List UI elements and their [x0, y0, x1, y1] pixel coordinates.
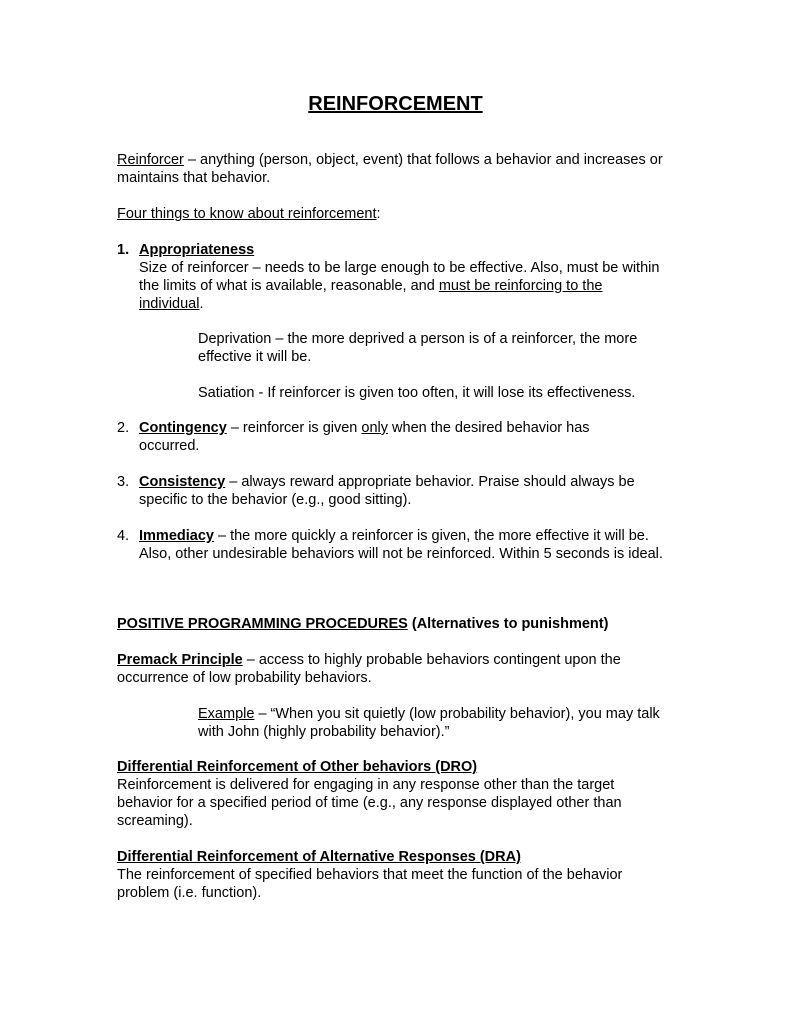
page-title-text: REINFORCEMENT	[308, 93, 483, 115]
deprivation-text: Deprivation – the more deprived a person is of a reinforcer, the more effective it will be.	[198, 331, 638, 365]
four-things-label	[117, 205, 677, 223]
item-2-pre: – reinforcer is given	[226, 420, 362, 436]
positive-heading-text: POSITIVE PROGRAMMING PROCEDURES	[117, 616, 408, 632]
positive-heading-paren: (Alternatives to punishment)	[407, 616, 609, 632]
premack-text: – access to highly probable behaviors contingent upon the occurrence of low probability behaviors.	[117, 652, 621, 686]
item-1-heading	[139, 241, 679, 259]
item-1-number: 1.	[117, 242, 130, 258]
dro-text: Reinforcement is delivered for engaging in any response other than the target behavior for a specified period of time (e.g., any response displayed other than screaming).	[117, 777, 622, 829]
item-2-post: when the desired behavior has occurred.	[139, 420, 590, 454]
example-label: Example	[198, 706, 255, 722]
premack-principle	[117, 651, 672, 687]
four-things-colon: :	[376, 206, 381, 222]
premack-term: Premack Principle	[117, 652, 243, 668]
dra-heading	[117, 848, 677, 866]
premack-example	[198, 705, 676, 741]
item-2-body	[139, 419, 639, 455]
dro-heading	[117, 758, 677, 776]
reinforcer-term: Reinforcer	[117, 152, 184, 168]
item-1-end: .	[199, 296, 204, 312]
item-1-body	[139, 259, 664, 313]
item-1-text: Size of reinforcer – needs to be large enough to be effective. Also, must be within the limits of what is available, reasonable, and	[139, 260, 660, 294]
item-2-only: only	[361, 420, 389, 436]
dro-heading-text: Differential Reinforcement of Other behaviors (DRO)	[117, 759, 478, 775]
item-3-text: – always reward appropriate behavior. Praise should always be specific to the behavior (e.g., good sitting).	[139, 474, 635, 508]
item-3-body	[139, 473, 664, 509]
example-text: – “When you sit quietly (low probability behavior), you may talk with John (highly probability behavior).”	[198, 706, 660, 740]
dra-text: The reinforcement of specified behaviors that meet the function of the behavior problem (i.e. function).	[117, 867, 623, 901]
four-things-text: Four things to know about reinforcement	[117, 206, 377, 222]
item-4-term: Immediacy	[139, 528, 214, 544]
item-3-number: 3.	[117, 474, 130, 490]
item-4-text: – the more quickly a reinforcer is given, the more effective it will be. Also, other undesirable behaviors will not be reinforced. Within 5 seconds is ideal.	[139, 528, 663, 562]
item-1-underlined: must be reinforcing to the individual	[139, 278, 603, 312]
positive-programming-heading	[117, 615, 697, 633]
item-4-body	[139, 527, 669, 563]
item-2-number: 2.	[117, 420, 130, 436]
reinforcer-text: – anything (person, object, event) that follows a behavior and increases or maintains that behavior.	[117, 152, 663, 186]
item-4-number: 4.	[117, 528, 130, 544]
dra-heading-text: Differential Reinforcement of Alternative Responses (DRA)	[117, 849, 521, 865]
item-1-term: Appropriateness	[139, 242, 255, 258]
item-3-term: Consistency	[139, 474, 226, 490]
reinforcer-definition	[117, 151, 677, 187]
satiation-text: Satiation - If reinforcer is given too often, it will lose its effectiveness.	[198, 385, 636, 401]
item-2-term: Contingency	[139, 420, 227, 436]
page-title	[0, 92, 791, 116]
